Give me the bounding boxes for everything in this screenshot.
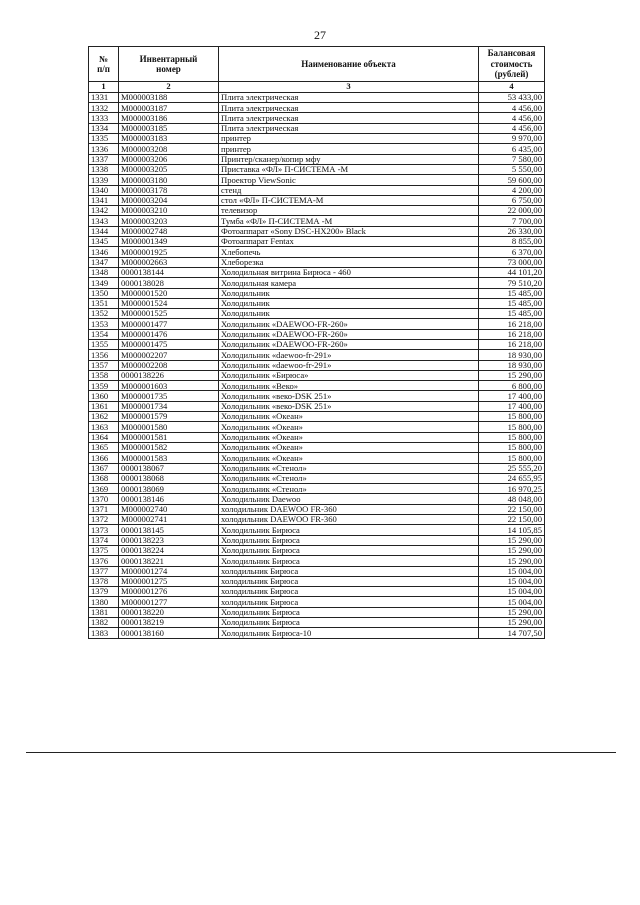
balance-cost: 15 004,00 — [479, 597, 545, 607]
row-number: 1336 — [89, 144, 119, 154]
object-name: Холодильник «Стенол» — [219, 484, 479, 494]
table-row — [89, 288, 545, 298]
object-name: Холодильник «Океан» — [219, 432, 479, 442]
balance-cost: 25 555,20 — [479, 463, 545, 473]
inventory-number: 0000138067 — [119, 463, 219, 473]
inventory-number: M000001524 — [119, 298, 219, 308]
balance-cost: 6 435,00 — [479, 144, 545, 154]
inventory-number: M000001581 — [119, 432, 219, 442]
object-name: Плита электрическая — [219, 103, 479, 113]
inventory-number: M000001734 — [119, 401, 219, 411]
balance-cost: 73 000,00 — [479, 257, 545, 267]
object-name: Холодильник «Океан» — [219, 422, 479, 432]
column-number: 3 — [219, 82, 479, 93]
table-row — [89, 247, 545, 257]
table-row — [89, 123, 545, 133]
object-name: Приставка «ФЛ» П-СИСТЕМА -М — [219, 164, 479, 174]
balance-cost: 15 800,00 — [479, 422, 545, 432]
balance-cost: 4 456,00 — [479, 113, 545, 123]
balance-cost: 44 101,20 — [479, 267, 545, 277]
inventory-number: 0000138219 — [119, 618, 219, 628]
object-name: холодильник Бирюса — [219, 597, 479, 607]
balance-cost: 15 800,00 — [479, 453, 545, 463]
inventory-number: M000001582 — [119, 442, 219, 452]
table-row — [89, 195, 545, 205]
inventory-number: 0000138223 — [119, 535, 219, 545]
table-row — [89, 463, 545, 473]
inventory-number: M000001477 — [119, 319, 219, 329]
object-name: Холодильник Бирюса — [219, 618, 479, 628]
table-row — [89, 432, 545, 442]
balance-cost: 4 200,00 — [479, 185, 545, 195]
table-row — [89, 257, 545, 267]
row-number: 1358 — [89, 370, 119, 380]
row-number: 1353 — [89, 319, 119, 329]
table-row — [89, 628, 545, 638]
table-row — [89, 525, 545, 535]
balance-cost: 7 700,00 — [479, 216, 545, 226]
table-row — [89, 350, 545, 360]
inventory-number: M000001583 — [119, 453, 219, 463]
inventory-number: 0000138144 — [119, 267, 219, 277]
inventory-number: M000002207 — [119, 350, 219, 360]
inventory-number: M000001275 — [119, 576, 219, 586]
table-row — [89, 504, 545, 514]
inventory-number: M000001579 — [119, 412, 219, 422]
balance-cost: 9 970,00 — [479, 134, 545, 144]
table-row — [89, 412, 545, 422]
row-number: 1342 — [89, 206, 119, 216]
row-number: 1364 — [89, 432, 119, 442]
balance-cost: 15 290,00 — [479, 607, 545, 617]
row-number: 1361 — [89, 401, 119, 411]
object-name: принтер — [219, 134, 479, 144]
table-row — [89, 607, 545, 617]
object-name: Холодильник Бирюса — [219, 556, 479, 566]
inventory-number: M000001277 — [119, 597, 219, 607]
inventory-number: M000003205 — [119, 164, 219, 174]
balance-cost: 16 218,00 — [479, 319, 545, 329]
table-row — [89, 134, 545, 144]
balance-cost: 15 004,00 — [479, 576, 545, 586]
object-name: Холодильник «Стенол» — [219, 463, 479, 473]
table-row — [89, 473, 545, 483]
row-number: 1378 — [89, 576, 119, 586]
object-name: Холодильник «daewoo-fr-291» — [219, 350, 479, 360]
inventory-number: 0000138224 — [119, 545, 219, 555]
object-name: Холодильник «Океан» — [219, 412, 479, 422]
inventory-number: M000001925 — [119, 247, 219, 257]
column-number: 2 — [119, 82, 219, 93]
balance-cost: 14 707,50 — [479, 628, 545, 638]
table-row — [89, 391, 545, 401]
table-row — [89, 309, 545, 319]
inventory-number: M000001276 — [119, 587, 219, 597]
object-name: принтер — [219, 144, 479, 154]
table-row — [89, 237, 545, 247]
inventory-number: M000003210 — [119, 206, 219, 216]
object-name: Хлеборезка — [219, 257, 479, 267]
inventory-number: M000003206 — [119, 154, 219, 164]
inventory-number: 0000138221 — [119, 556, 219, 566]
balance-cost: 17 400,00 — [479, 391, 545, 401]
row-number: 1372 — [89, 515, 119, 525]
inventory-number: 0000138069 — [119, 484, 219, 494]
object-name: Холодильник Бирюса — [219, 545, 479, 555]
balance-cost: 16 218,00 — [479, 340, 545, 350]
table-row — [89, 515, 545, 525]
inventory-number: 0000138068 — [119, 473, 219, 483]
object-name: Холодильник — [219, 309, 479, 319]
row-number: 1332 — [89, 103, 119, 113]
balance-cost: 8 855,00 — [479, 237, 545, 247]
row-number: 1375 — [89, 545, 119, 555]
table-row — [89, 618, 545, 628]
table-row — [89, 164, 545, 174]
table-row — [89, 401, 545, 411]
inventory-number: M000001476 — [119, 329, 219, 339]
row-number: 1363 — [89, 422, 119, 432]
object-name: Принтер/сканер/копир мфу — [219, 154, 479, 164]
row-number: 1337 — [89, 154, 119, 164]
row-number: 1368 — [89, 473, 119, 483]
table-row — [89, 226, 545, 236]
object-name: Холодильник «Стенол» — [219, 473, 479, 483]
object-name: Холодильник «веко-DSK 251» — [219, 401, 479, 411]
table-row — [89, 545, 545, 555]
table-body — [89, 92, 545, 638]
inventory-number: M000002663 — [119, 257, 219, 267]
balance-cost: 15 800,00 — [479, 412, 545, 422]
inventory-number: M000003185 — [119, 123, 219, 133]
column-number-row — [89, 82, 545, 93]
balance-cost: 17 400,00 — [479, 401, 545, 411]
table-row — [89, 113, 545, 123]
object-name: Холодильник «Веко» — [219, 381, 479, 391]
balance-cost: 15 290,00 — [479, 535, 545, 545]
object-name: Холодильник «Океан» — [219, 453, 479, 463]
table-row — [89, 587, 545, 597]
table-row — [89, 597, 545, 607]
object-name: холодильник DAEWOO FR-360 — [219, 515, 479, 525]
table-row — [89, 340, 545, 350]
row-number: 1352 — [89, 309, 119, 319]
header-cost-line: Балансовая — [487, 48, 536, 59]
row-number: 1345 — [89, 237, 119, 247]
row-number: 1373 — [89, 525, 119, 535]
balance-cost: 15 290,00 — [479, 370, 545, 380]
table-row — [89, 494, 545, 504]
table-row — [89, 267, 545, 277]
table-row — [89, 103, 545, 113]
object-name: телевизор — [219, 206, 479, 216]
balance-cost: 6 800,00 — [479, 381, 545, 391]
object-name: Проектор ViewSonic — [219, 175, 479, 185]
object-name: Холодильник «daewoo-fr-291» — [219, 360, 479, 370]
object-name: Холодильник Daewoo — [219, 494, 479, 504]
row-number: 1369 — [89, 484, 119, 494]
balance-cost: 5 550,00 — [479, 164, 545, 174]
balance-cost: 15 290,00 — [479, 545, 545, 555]
balance-cost: 6 750,00 — [479, 195, 545, 205]
object-name: стенд — [219, 185, 479, 195]
balance-cost: 22 150,00 — [479, 515, 545, 525]
row-number: 1347 — [89, 257, 119, 267]
column-number: 1 — [89, 82, 119, 93]
row-number: 1351 — [89, 298, 119, 308]
balance-cost: 22 150,00 — [479, 504, 545, 514]
object-name: Холодильная витрина Бирюса - 460 — [219, 267, 479, 277]
row-number: 1362 — [89, 412, 119, 422]
balance-cost: 14 105,85 — [479, 525, 545, 535]
table-row — [89, 185, 545, 195]
balance-cost: 48 048,00 — [479, 494, 545, 504]
object-name: Холодильник «веко-DSK 251» — [219, 391, 479, 401]
object-name: Фотоаппарат Fentax — [219, 237, 479, 247]
header-cost-line: (рублей) — [494, 69, 529, 80]
balance-cost: 59 600,00 — [479, 175, 545, 185]
table-row — [89, 556, 545, 566]
inventory-number: M000003183 — [119, 134, 219, 144]
header-balance-cost — [479, 47, 545, 82]
object-name: Холодильник «Океан» — [219, 442, 479, 452]
balance-cost: 15 485,00 — [479, 309, 545, 319]
inventory-number: 0000138226 — [119, 370, 219, 380]
table-row — [89, 154, 545, 164]
inventory-number: M000003204 — [119, 195, 219, 205]
row-number: 1374 — [89, 535, 119, 545]
table-row — [89, 278, 545, 288]
table-row — [89, 92, 545, 102]
object-name: Фотоаппарат «Sony DSC-HX200» Black — [219, 226, 479, 236]
inventory-number: M000001274 — [119, 566, 219, 576]
row-number: 1350 — [89, 288, 119, 298]
table-row — [89, 381, 545, 391]
row-number: 1381 — [89, 607, 119, 617]
object-name: Холодильник — [219, 288, 479, 298]
table-row — [89, 298, 545, 308]
header-num-line: п/п — [97, 64, 110, 74]
row-number: 1344 — [89, 226, 119, 236]
table-row — [89, 576, 545, 586]
row-number: 1333 — [89, 113, 119, 123]
inventory-number: M000003186 — [119, 113, 219, 123]
inventory-number: 0000138146 — [119, 494, 219, 504]
table-row — [89, 422, 545, 432]
table-header-row — [89, 47, 545, 82]
inventory-number: 0000138145 — [119, 525, 219, 535]
balance-cost: 16 970,25 — [479, 484, 545, 494]
table-row — [89, 453, 545, 463]
table-row — [89, 329, 545, 339]
row-number: 1341 — [89, 195, 119, 205]
row-number: 1359 — [89, 381, 119, 391]
object-name: Холодильник Бирюса-10 — [219, 628, 479, 638]
object-name: Холодильник Бирюса — [219, 535, 479, 545]
inventory-number: 0000138220 — [119, 607, 219, 617]
balance-cost: 15 485,00 — [479, 288, 545, 298]
row-number: 1338 — [89, 164, 119, 174]
inventory-number: M000003180 — [119, 175, 219, 185]
row-number: 1380 — [89, 597, 119, 607]
row-number: 1348 — [89, 267, 119, 277]
inventory-table — [88, 46, 545, 639]
object-name: Хлебопечь — [219, 247, 479, 257]
balance-cost: 15 290,00 — [479, 618, 545, 628]
inventory-number: M000001475 — [119, 340, 219, 350]
inventory-number: M000001349 — [119, 237, 219, 247]
table-row — [89, 360, 545, 370]
footer-rule — [26, 752, 616, 753]
row-number: 1354 — [89, 329, 119, 339]
balance-cost: 7 580,00 — [479, 154, 545, 164]
balance-cost: 18 930,00 — [479, 360, 545, 370]
column-number: 4 — [479, 82, 545, 93]
balance-cost: 22 000,00 — [479, 206, 545, 216]
inventory-number: M000002741 — [119, 515, 219, 525]
header-name-line: Наименование объекта — [301, 58, 396, 69]
row-number: 1367 — [89, 463, 119, 473]
table-row — [89, 175, 545, 185]
row-number: 1360 — [89, 391, 119, 401]
object-name: Тумба «ФЛ» П-СИСТЕМА -М — [219, 216, 479, 226]
balance-cost: 15 004,00 — [479, 587, 545, 597]
balance-cost: 15 800,00 — [479, 442, 545, 452]
object-name: холодильник DAEWOO FR-360 — [219, 504, 479, 514]
inventory-number: M000001520 — [119, 288, 219, 298]
table-row — [89, 319, 545, 329]
balance-cost: 16 218,00 — [479, 329, 545, 339]
row-number: 1355 — [89, 340, 119, 350]
balance-cost: 18 930,00 — [479, 350, 545, 360]
object-name: Холодильник — [219, 298, 479, 308]
row-number: 1376 — [89, 556, 119, 566]
row-number: 1365 — [89, 442, 119, 452]
balance-cost: 15 004,00 — [479, 566, 545, 576]
page-number: 27 — [314, 28, 326, 42]
header-inv-line: номер — [156, 64, 181, 74]
object-name: Плита электрическая — [219, 92, 479, 102]
inventory-number: M000001603 — [119, 381, 219, 391]
row-number: 1349 — [89, 278, 119, 288]
row-number: 1339 — [89, 175, 119, 185]
object-name: Холодильник «DAEWOO-FR-260» — [219, 329, 479, 339]
inventory-number: 0000138028 — [119, 278, 219, 288]
balance-cost: 15 800,00 — [479, 432, 545, 442]
object-name: стол «ФЛ» П-СИСТЕМА-М — [219, 195, 479, 205]
inventory-number: M000003187 — [119, 103, 219, 113]
inventory-number: 0000138160 — [119, 628, 219, 638]
header-num-line: № — [98, 53, 109, 64]
row-number: 1383 — [89, 628, 119, 638]
table-row — [89, 484, 545, 494]
row-number: 1343 — [89, 216, 119, 226]
inventory-number: M000001525 — [119, 309, 219, 319]
balance-cost: 26 330,00 — [479, 226, 545, 236]
inventory-number: M000001580 — [119, 422, 219, 432]
inventory-number: M000002208 — [119, 360, 219, 370]
table-row — [89, 535, 545, 545]
object-name: Холодильник «Бирюса» — [219, 370, 479, 380]
object-name: Холодильник Бирюса — [219, 607, 479, 617]
object-name: Плита электрическая — [219, 113, 479, 123]
row-number: 1379 — [89, 587, 119, 597]
balance-cost: 4 456,00 — [479, 103, 545, 113]
row-number: 1371 — [89, 504, 119, 514]
balance-cost: 79 510,20 — [479, 278, 545, 288]
object-name: Холодильник «DAEWOO-FR-260» — [219, 340, 479, 350]
balance-cost: 15 485,00 — [479, 298, 545, 308]
header-inventory-number — [119, 47, 219, 82]
inventory-number: M000001735 — [119, 391, 219, 401]
balance-cost: 24 655,95 — [479, 473, 545, 483]
table-row — [89, 206, 545, 216]
inventory-number: M000003203 — [119, 216, 219, 226]
balance-cost: 53 433,00 — [479, 92, 545, 102]
row-number: 1370 — [89, 494, 119, 504]
object-name: холодильник Бирюса — [219, 587, 479, 597]
inventory-number: M000003188 — [119, 92, 219, 102]
inventory-number: M000002748 — [119, 226, 219, 236]
table-row — [89, 566, 545, 576]
balance-cost: 15 290,00 — [479, 556, 545, 566]
row-number: 1357 — [89, 360, 119, 370]
row-number: 1377 — [89, 566, 119, 576]
object-name: Холодильник «DAEWOO-FR-260» — [219, 319, 479, 329]
balance-cost: 6 370,00 — [479, 247, 545, 257]
object-name: Холодильник Бирюса — [219, 525, 479, 535]
object-name: холодильник Бирюса — [219, 566, 479, 576]
inventory-number: M000003208 — [119, 144, 219, 154]
object-name: Холодильная камера — [219, 278, 479, 288]
inventory-number: M000003178 — [119, 185, 219, 195]
row-number: 1335 — [89, 134, 119, 144]
row-number: 1346 — [89, 247, 119, 257]
object-name: холодильник Бирюса — [219, 576, 479, 586]
header-inv-line: Инвентарный — [139, 53, 198, 64]
header-num — [89, 47, 119, 82]
header-cost-line: стоимость — [490, 58, 533, 69]
row-number: 1340 — [89, 185, 119, 195]
object-name: Плита электрическая — [219, 123, 479, 133]
row-number: 1382 — [89, 618, 119, 628]
row-number: 1334 — [89, 123, 119, 133]
row-number: 1331 — [89, 92, 119, 102]
table-row — [89, 442, 545, 452]
inventory-number: M000002740 — [119, 504, 219, 514]
header-object-name — [219, 47, 479, 82]
table-row — [89, 216, 545, 226]
table-row — [89, 370, 545, 380]
table-row — [89, 144, 545, 154]
row-number: 1356 — [89, 350, 119, 360]
balance-cost: 4 456,00 — [479, 123, 545, 133]
row-number: 1366 — [89, 453, 119, 463]
